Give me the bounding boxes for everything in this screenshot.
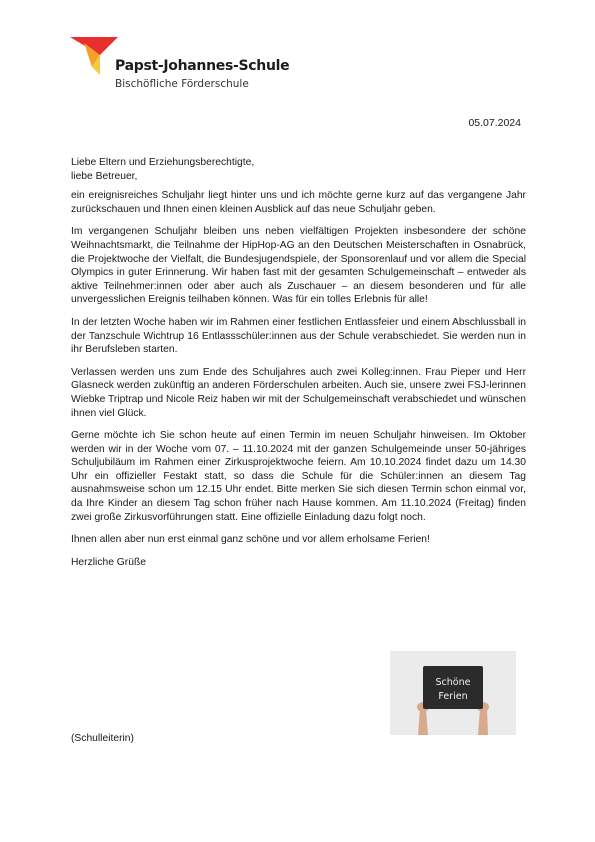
paragraph-graduation: In der letzten Woche haben wir im Rahmen einer festlichen Entlassfeier und einem Abschlussball in der Tanzschule Wichtrup 16 Entlassschüler:innen aus der Schule verabschiedet. Sie werden nun in ihr Berufsleben starten. [71,316,526,356]
letter-body [71,156,526,578]
letter-date: 05.07.2024 [468,117,521,129]
school-subtitle: Bischöfliche Förderschule [115,78,249,90]
paragraph-review: Im vergangenen Schuljahr bleiben uns neben vielfältigen Projekten insbesondere der schöne Weihnachtsmarkt, die Teilnahme der HipHop-AG an den Deutschen Meisterschaften in Osnabrück, die Projektwoche der Vielfalt, die Bundesjugendspiele, der Sponsorenlauf und vor allem die Special Olympics in guter Erinnerung. Wir haben fast mit der gesamten Schulgemeinschaft – entweder als aktive Teilnehmer:innen oder aber auch als Zuschauer – an diesem besonderen und für alle unvergesslichen Ereignis teilhaben können. Was für ein tolles Erlebnis für alle! [71,226,526,306]
school-logo-icon [70,35,120,77]
chalkboard-sign-image [390,651,516,735]
sign-text-line-2: Ferien [438,691,468,702]
signature-label: (Schulleiterin) [71,733,134,744]
paragraph-holiday-wish: Ihnen allen aber nun erst einmal ganz schöne und vor allem erholsame Ferien! [71,534,430,546]
paragraph-anniversary: Gerne möchte ich Sie schon heute auf einen Termin im neuen Schuljahr hinweisen. Im Oktober werden wir in der Woche vom 07. – 11.10.2024 mit der ganzen Schulgemeinde unser 50-jähriges Schuljubiläum im Rahmen einer Zirkusprojektwoche feiern. Am 10.10.2024 findet dazu um 14.30 Uhr ein offizieller Festakt statt, so dass die Schule für die Schüler:innen an diesem Tag ausnahmsweise schon um 12.15 Uhr endet. Bitte merken Sie sich diesen Termin schon einmal vor, da Ihre Kinder an diesem Tag schon früher nach Hause kommen. Am 11.10.2024 (Freitag) finden zwei große Zirkusvorführungen statt. Eine offizielle Einladung dazu folgt noch. [71,430,526,523]
closing: Herzliche Grüße [71,556,146,568]
letterhead [70,35,300,105]
salutation-line-1: Liebe Eltern und Erziehungsberechtigte, [71,157,255,168]
holiday-photo [390,651,516,735]
paragraph-staff: Verlassen werden uns zum Ende des Schuljahres auch zwei Kolleg:innen. Frau Pieper und Herr Glasneck werden zukünftig an anderen Förderschulen arbeiten. Auch sie, unsere zwei FSJ-lerinnen Wiebke Triptrap und Nicole Reiz haben wir mit der Schulgemeinschaft verabschiedet und wünschen ihnen viel Glück. [71,366,527,419]
salutation-line-2: liebe Betreuer, [71,170,138,182]
paragraph-intro: ein ereignisreiches Schuljahr liegt hinter uns und ich möchte gerne kurz auf das vergangene Jahr zurückschauen und Ihnen einen kleinen Ausblick auf das neue Schuljahr geben. [71,190,526,215]
sign-text-line-1: Schöne [435,677,471,688]
salutation [71,156,526,183]
school-name: Papst-Johannes-Schule [115,58,290,74]
